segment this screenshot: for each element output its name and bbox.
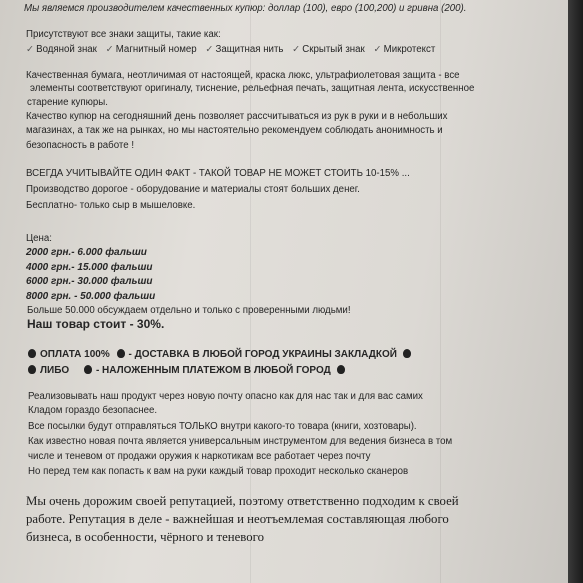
- bomb-icon: [84, 365, 92, 374]
- fact-line: Производство дорогое - оборудование и материалы стоят больших денег.: [26, 184, 360, 195]
- feature-item: ✓ Защитная нить: [205, 44, 284, 55]
- check-icon: ✓: [373, 44, 382, 55]
- delivery-line: Но перед тем как попасть к вам на руки каждый товар проходит несколько сканеров: [28, 466, 409, 477]
- bomb-icon: [117, 349, 125, 358]
- fact-line: Бесплатно- только сыр в мышеловке.: [26, 200, 196, 211]
- closing-line: Мы очень дорожим своей репутацией, поэтому ответственно подходим к своей: [26, 494, 459, 508]
- bomb-icon: [28, 349, 36, 358]
- check-icon: ✓: [105, 44, 114, 55]
- price-row: 6000 грн.- 30.000 фальши: [26, 276, 153, 287]
- delivery-line: Реализовывать наш продукт через новую почту опасно как для нас так и для вас самих: [28, 391, 423, 402]
- check-icon: ✓: [205, 44, 214, 55]
- delivery-line: Кладом гораздо безопаснее.: [28, 405, 158, 416]
- payment-option-2: ЛИБО - НАЛОЖЕННЫМ ПЛАТЕЖОМ В ЛЮБОЙ ГОРОД: [28, 365, 349, 377]
- quality-line: Качество купюр на сегодняшний день позволяет рассчитываться из рук в руки и в небольших: [26, 111, 448, 122]
- price-row: 2000 грн.- 6.000 фальши: [26, 247, 147, 258]
- feature-item: ✓ Водяной знак: [26, 44, 97, 55]
- intro-line: Мы являемся производителем качественных купюр: доллар (100), евро (100,200) и гривна (200).: [24, 3, 467, 14]
- quality-line: элементы соответствуют оригиналу, тиснение, рельефная печать, защитная лента, искусственное: [30, 83, 475, 94]
- closing-line: работе. Репутация в деле - важнейшая и неотъемлемая составляющая любого: [26, 512, 449, 526]
- check-icon: ✓: [26, 44, 35, 55]
- bomb-icon: [337, 365, 345, 374]
- bomb-icon: [403, 349, 411, 358]
- price-title: Цена:: [26, 233, 52, 244]
- quality-line: Качественная бумага, неотличимая от настоящей, краска люкс, ультрафиолетовая защита - все: [26, 70, 460, 81]
- price-row: 8000 грн. - 50.000 фальши: [26, 291, 156, 302]
- background-edge: [568, 0, 583, 583]
- delivery-line: числе и теневом от продажи оружия к наркотикам все работает через почту: [28, 451, 371, 462]
- delivery-line: Как известно новая почта является универсальным инструментом для ведения бизнеса в том: [28, 436, 453, 447]
- closing-line: бизнеса, в особенности, чёрного и теневого: [26, 530, 264, 544]
- delivery-line: Все посылки будут отправляться ТОЛЬКО внутри какого-то товара (книги, хозтовары).: [28, 421, 417, 432]
- payment-option-1: ОПЛАТА 100% - ДОСТАВКА В ЛЮБОЙ ГОРОД УКРАИНЫ ЗАКЛАДКОЙ: [28, 349, 415, 361]
- our-price: Наш товар стоит - 30%.: [27, 317, 165, 331]
- protection-features: [26, 44, 435, 56]
- feature-item: ✓ Скрытый знак: [292, 44, 365, 55]
- bomb-icon: [28, 365, 36, 374]
- price-row: 4000 грн.- 15.000 фальши: [26, 262, 153, 273]
- quality-line: безопасность в работе !: [26, 140, 135, 151]
- fact-headline: ВСЕГДА УЧИТЫВАЙТЕ ОДИН ФАКТ - ТАКОЙ ТОВАР НЕ МОЖЕТ СТОИТЬ 10-15% ...: [26, 168, 410, 179]
- check-icon: ✓: [292, 44, 301, 55]
- protection-title: Присутствуют все знаки защиты, такие как:: [26, 29, 221, 40]
- quality-line: магазинах, а так же на рынках, но мы настоятельно рекомендуем соблюдать анонимность и: [26, 125, 443, 136]
- feature-item: ✓ Магнитный номер: [105, 44, 197, 55]
- quality-line: старение купюры.: [27, 97, 108, 108]
- feature-item: ✓ Микротекст: [373, 44, 436, 55]
- price-note: Больше 50.000 обсуждаем отдельно и только с проверенными людьми!: [27, 305, 351, 316]
